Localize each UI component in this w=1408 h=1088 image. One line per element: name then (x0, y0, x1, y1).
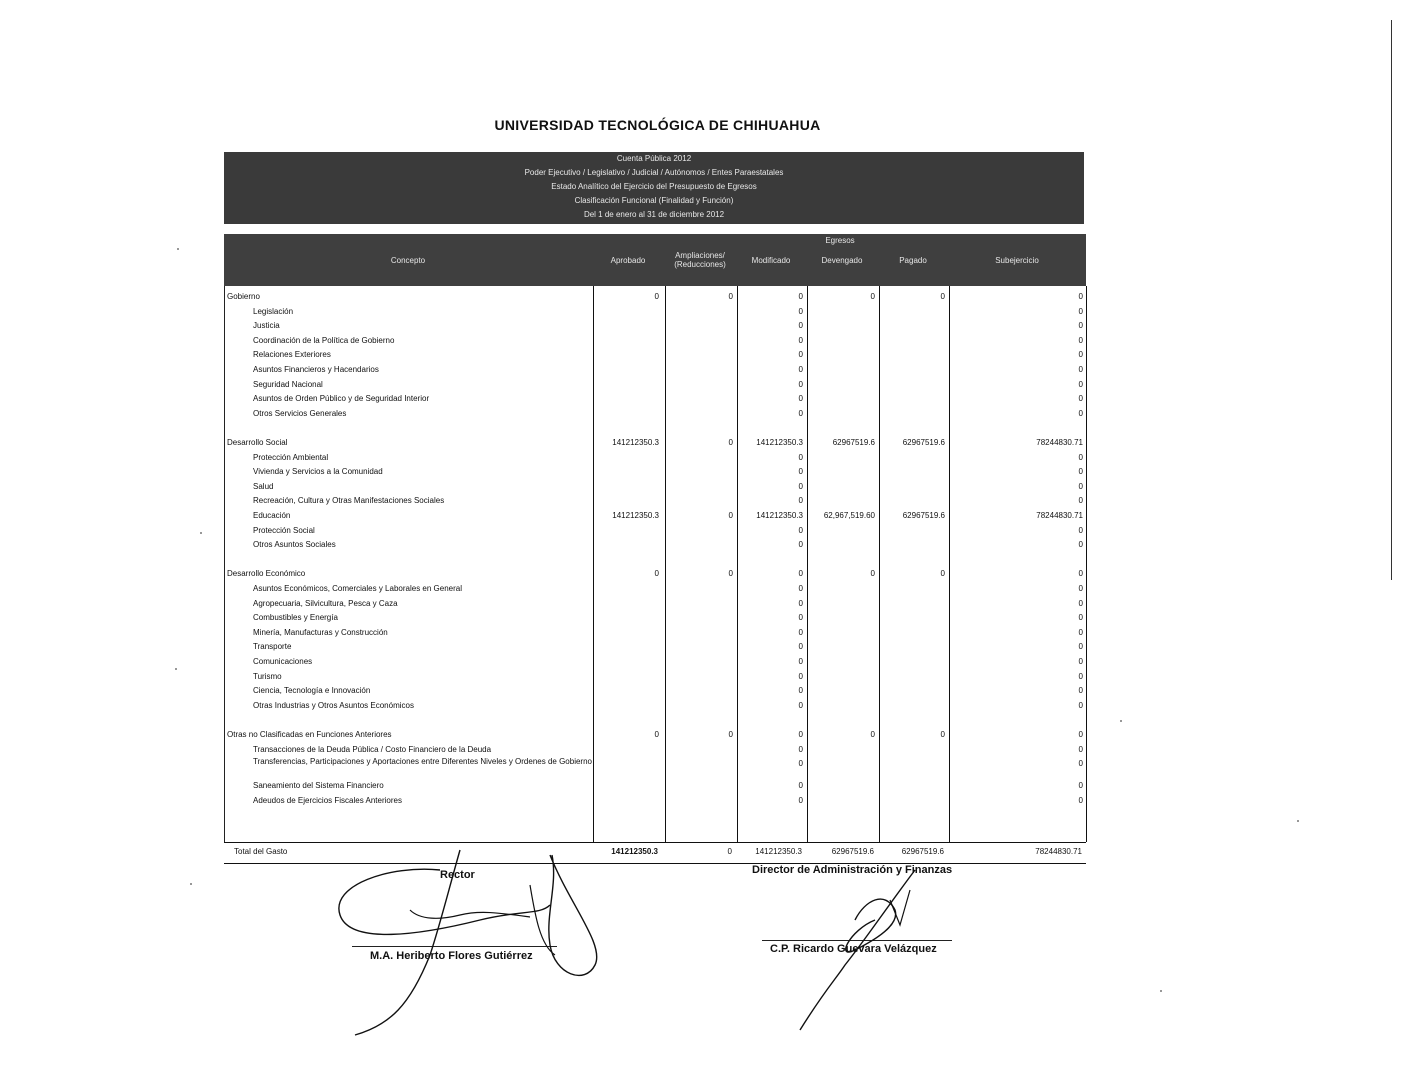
cell-subejercicio: 0 (1078, 686, 1083, 696)
table-row (225, 728, 1087, 742)
header-modificado: Modificado (751, 255, 791, 265)
cell-modificado: 0 (798, 744, 803, 754)
table-row (225, 713, 1087, 727)
table-body (224, 286, 1086, 842)
table-row (225, 611, 1087, 625)
total-pagado: 62967519.6 (901, 847, 944, 856)
total-ampliaciones: 0 (727, 847, 732, 856)
table-row (225, 392, 1087, 406)
table-row (225, 334, 1087, 348)
cell-devengado: 62967519.6 (832, 438, 875, 447)
cell-subejercicio: 0 (1078, 452, 1083, 462)
scan-speck (200, 532, 202, 534)
table-row (225, 378, 1087, 392)
table-row (225, 553, 1087, 567)
cell-modificado: 0 (798, 321, 803, 331)
table-row (225, 626, 1087, 640)
cell-modificado: 0 (798, 365, 803, 374)
table-row (225, 699, 1087, 713)
row-concept: Ciencia, Tecnología e Innovación (253, 686, 371, 696)
header-subejercicio: Subejercicio (995, 255, 1039, 265)
table-row (225, 655, 1087, 669)
table-row (225, 670, 1087, 684)
cell-aprobado: 141212350.3 (612, 511, 659, 520)
scan-speck (190, 883, 192, 885)
row-concept: Salud (253, 481, 274, 491)
cell-subejercicio: 0 (1078, 613, 1083, 623)
cell-subejercicio: 0 (1078, 467, 1083, 477)
scan-speck (1120, 720, 1122, 722)
cell-subejercicio: 0 (1078, 365, 1083, 374)
rector-name: M.A. Heriberto Flores Gutiérrez (370, 950, 533, 962)
cell-modificado: 0 (798, 540, 803, 550)
cell-modificado: 0 (798, 569, 803, 579)
row-concept: Saneamiento del Sistema Financiero (253, 781, 384, 791)
cell-modificado: 0 (798, 481, 803, 491)
cell-pagado: 62967519.6 (902, 438, 945, 447)
scan-speck (177, 248, 179, 250)
cell-devengado: 0 (870, 730, 875, 739)
header-ampliaciones: Ampliaciones/ (Reducciones) (674, 251, 726, 269)
cell-subejercicio: 0 (1078, 657, 1083, 666)
row-concept: Seguridad Nacional (253, 379, 323, 389)
cell-modificado: 141212350.3 (756, 438, 803, 447)
table-row (225, 684, 1087, 698)
cell-ampliaciones: 0 (728, 292, 733, 301)
cell-subejercicio: 0 (1078, 671, 1083, 681)
cell-subejercicio: 0 (1078, 335, 1083, 345)
cell-modificado: 0 (798, 350, 803, 360)
row-concept: Minería, Manufacturas y Construcción (253, 627, 388, 637)
table-row (225, 779, 1087, 793)
director-signature (795, 870, 935, 1040)
cell-pagado: 62967519.6 (902, 511, 945, 520)
rector-signature (330, 845, 610, 1045)
cell-modificado: 141212350.3 (756, 511, 803, 520)
row-concept: Protección Social (253, 525, 315, 535)
header-line: Del 1 de enero al 31 de diciembre 2012 (583, 210, 725, 219)
cell-subejercicio: 0 (1078, 730, 1083, 739)
scan-edge-line (1391, 20, 1392, 580)
header-line: Estado Analítico del Ejercicio del Presupuesto de Egresos (551, 182, 757, 191)
row-concept: Otras Industrias y Otros Asuntos Económicos (253, 700, 414, 710)
cell-modificado: 0 (798, 584, 803, 593)
cell-devengado: 0 (870, 569, 875, 579)
cell-subejercicio: 0 (1078, 569, 1083, 579)
cell-subejercicio: 0 (1078, 350, 1083, 360)
cell-subejercicio: 0 (1078, 781, 1083, 791)
cell-subejercicio: 0 (1078, 321, 1083, 331)
table-row (225, 582, 1087, 596)
table-row (225, 436, 1087, 450)
page-title: UNIVERSIDAD TECNOLÓGICA DE CHIHUAHUA (494, 117, 821, 133)
cell-subejercicio: 0 (1078, 598, 1083, 608)
scan-speck (175, 668, 177, 670)
row-concept: Otras no Clasificadas en Funciones Anteriores (227, 730, 392, 739)
header-line: Cuenta Pública 2012 (616, 154, 692, 163)
cell-subejercicio: 0 (1078, 481, 1083, 491)
cell-subejercicio: 0 (1078, 700, 1083, 710)
table-row (225, 794, 1087, 808)
table-row (225, 319, 1087, 333)
table-row (225, 465, 1087, 479)
cell-modificado: 0 (798, 496, 803, 506)
header-concepto: Concepto (390, 255, 426, 265)
cell-subejercicio: 78244830.71 (1036, 438, 1083, 447)
row-concept: Comunicaciones (253, 657, 313, 666)
cell-subejercicio: 0 (1078, 795, 1083, 805)
header-pagado: Pagado (899, 255, 927, 265)
cell-subejercicio: 0 (1078, 540, 1083, 550)
cell-subejercicio: 0 (1078, 292, 1083, 301)
cell-modificado: 0 (798, 795, 803, 805)
budget-table (224, 234, 1086, 856)
header-line: Clasificación Funcional (Finalidad y Función) (574, 196, 734, 205)
table-row (225, 421, 1087, 435)
row-concept: Combustibles y Energía (253, 613, 338, 623)
row-concept: Agropecuaria, Silvicultura, Pesca y Caza (253, 598, 398, 608)
table-row (225, 290, 1087, 304)
cell-subejercicio: 0 (1078, 642, 1083, 652)
row-concept: Justicia (253, 321, 280, 331)
cell-modificado: 0 (798, 613, 803, 623)
row-concept: Transferencias, Participaciones y Aportaciones entre Diferentes Niveles y Ordenes de Gobierno (253, 757, 592, 767)
cell-ampliaciones: 0 (728, 511, 733, 520)
cell-subejercicio: 0 (1078, 408, 1083, 418)
row-concept: Asuntos Económicos, Comerciales y Laborales en General (253, 584, 462, 593)
director-role: Director de Administración y Finanzas (752, 864, 953, 876)
cell-aprobado: 0 (654, 292, 659, 301)
cell-subejercicio: 0 (1078, 496, 1083, 506)
table-row (225, 348, 1087, 362)
cell-subejercicio: 0 (1078, 394, 1083, 404)
table-row (225, 597, 1087, 611)
row-concept: Coordinación de la Política de Gobierno (253, 335, 395, 345)
cell-modificado: 0 (798, 671, 803, 681)
cell-subejercicio: 78244830.71 (1036, 511, 1083, 520)
scan-speck (1297, 820, 1299, 822)
table-row (225, 494, 1087, 508)
cell-modificado: 0 (798, 452, 803, 462)
cell-subejercicio: 0 (1078, 759, 1083, 769)
cell-ampliaciones: 0 (728, 438, 733, 447)
row-concept: Turismo (253, 671, 282, 681)
cell-modificado: 0 (798, 627, 803, 637)
table-row (225, 363, 1087, 377)
report-header (224, 152, 1084, 224)
table-row (225, 524, 1087, 538)
scan-speck (1160, 990, 1162, 992)
row-concept: Transacciones de la Deuda Pública / Costo Financiero de la Deuda (253, 744, 492, 754)
cell-aprobado: 141212350.3 (612, 438, 659, 447)
row-concept: Educación (253, 511, 291, 520)
cell-modificado: 0 (798, 306, 803, 316)
cell-aprobado: 0 (654, 569, 659, 579)
cell-modificado: 0 (798, 598, 803, 608)
director-name: C.P. Ricardo Guevara Velázquez (770, 943, 937, 955)
cell-ampliaciones: 0 (728, 730, 733, 739)
row-concept: Transporte (253, 642, 292, 652)
rector-role: Rector (440, 869, 475, 881)
table-row (225, 305, 1087, 319)
row-concept: Adeudos de Ejercicios Fiscales Anteriores (253, 795, 402, 805)
row-concept: Desarrollo Económico (227, 569, 306, 579)
cell-modificado: 0 (798, 642, 803, 652)
cell-modificado: 0 (798, 686, 803, 696)
cell-modificado: 0 (798, 335, 803, 345)
row-concept: Relaciones Exteriores (253, 350, 331, 360)
table-row (225, 757, 1087, 771)
table-row (225, 407, 1087, 421)
table-row (225, 743, 1087, 757)
total-aprobado: 141212350.3 (611, 847, 658, 856)
cell-modificado: 0 (798, 781, 803, 791)
cell-pagado: 0 (940, 292, 945, 301)
row-concept: Vivienda y Servicios a la Comunidad (253, 467, 383, 477)
cell-modificado: 0 (798, 292, 803, 301)
row-concept: Otros Asuntos Sociales (253, 540, 336, 550)
row-concept: Asuntos de Orden Público y de Seguridad Interior (253, 394, 430, 404)
table-row (225, 640, 1087, 654)
cell-modificado: 0 (798, 467, 803, 477)
header-line: Poder Ejecutivo / Legislativo / Judicial / Autónomos / Entes Paraestatales (524, 168, 784, 177)
total-subejercicio: 78244830.71 (1035, 847, 1082, 856)
table-row (225, 509, 1087, 523)
header-egresos: Egresos (825, 236, 855, 245)
row-concept: Otros Servicios Generales (253, 408, 347, 418)
cell-modificado: 0 (798, 759, 803, 769)
cell-subejercicio: 0 (1078, 306, 1083, 316)
header-devengado: Devengado (821, 255, 863, 265)
cell-modificado: 0 (798, 525, 803, 535)
row-concept: Asuntos Financieros y Hacendarios (253, 365, 379, 374)
row-concept: Protección Ambiental (253, 452, 329, 462)
row-concept: Legislación (253, 306, 294, 316)
cell-subejercicio: 0 (1078, 627, 1083, 637)
cell-subejercicio: 0 (1078, 379, 1083, 389)
cell-modificado: 0 (798, 700, 803, 710)
total-devengado: 62967519.6 (831, 847, 874, 856)
table-row (225, 538, 1087, 552)
total-label: Total del Gasto (234, 847, 288, 856)
table-row (225, 567, 1087, 581)
cell-subejercicio: 0 (1078, 525, 1083, 535)
cell-subejercicio: 0 (1078, 584, 1083, 593)
table-row (225, 480, 1087, 494)
cell-pagado: 0 (940, 569, 945, 579)
table-row (225, 451, 1087, 465)
row-concept: Desarrollo Social (227, 438, 288, 447)
cell-modificado: 0 (798, 408, 803, 418)
cell-pagado: 0 (940, 730, 945, 739)
cell-devengado: 62,967,519.60 (823, 511, 875, 520)
cell-modificado: 0 (798, 657, 803, 666)
cell-aprobado: 0 (654, 730, 659, 739)
row-concept: Recreación, Cultura y Otras Manifestaciones Sociales (253, 496, 445, 506)
cell-ampliaciones: 0 (728, 569, 733, 579)
cell-devengado: 0 (870, 292, 875, 301)
table-header (224, 234, 1086, 286)
total-modificado: 141212350.3 (755, 847, 802, 856)
cell-modificado: 0 (798, 379, 803, 389)
row-concept: Gobierno (227, 292, 260, 301)
header-aprobado: Aprobado (610, 255, 646, 265)
cell-modificado: 0 (798, 730, 803, 739)
cell-modificado: 0 (798, 394, 803, 404)
cell-subejercicio: 0 (1078, 744, 1083, 754)
